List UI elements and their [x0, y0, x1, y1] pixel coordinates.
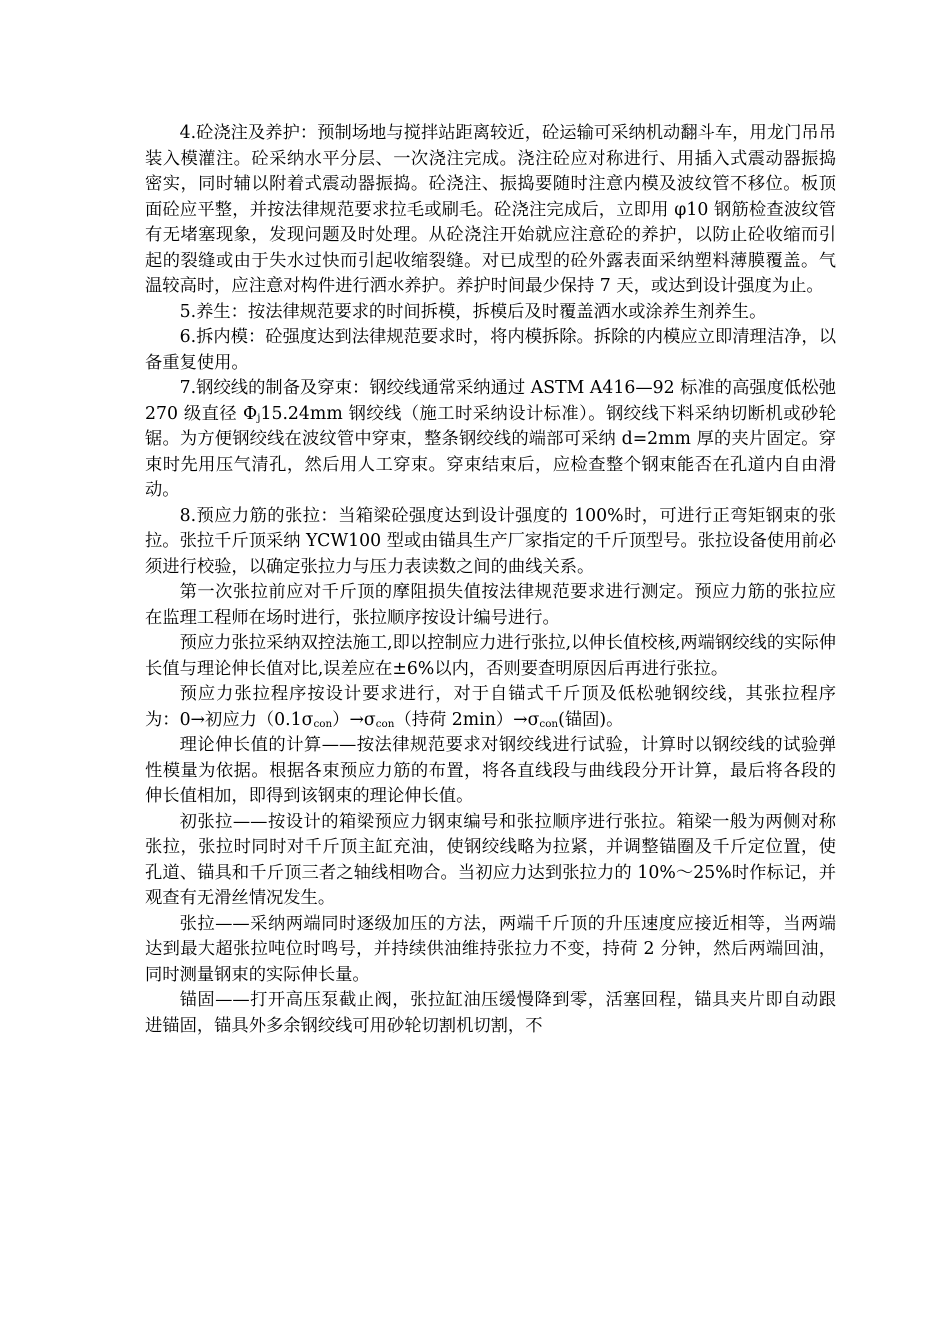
paragraph-strand-preparation	[145, 376, 836, 504]
procedure-text-1: 预应力张拉程序按设计要求进行，对于自锚式千斤顶及低松驰钢绞线，其张拉程序为：0→初应力（0.1σ	[145, 684, 836, 730]
strand-subscript: j	[257, 412, 261, 425]
strand-text-b: 15.24mm 钢绞线（施工时采纳设计标准）。钢绞线下料采纳切断机或砂轮锯。为方便钢绞线在波纹管中穿束，整条钢绞线的端部可采纳 d=2mm 厚的夹片固定。穿束时先用压气清孔，然后用人工穿束。穿束结束后，应检查整个钢束能否在孔道内自由滑动。	[145, 403, 836, 500]
paragraph-tensioning-method: 张拉——采纳两端同时逐级加压的方法，两端千斤顶的升压速度应接近相等，当两端达到最大超张拉吨位时鸣号，并持续供油维持张拉力不变，持荷 2 分钟，然后两端回油，同时测量钢束的实际伸长量。	[145, 913, 836, 985]
procedure-text-4: (锚固)。	[558, 709, 624, 730]
procedure-subscript-3: con	[539, 718, 559, 731]
paragraph-curing: 5.养生：按法律规范要求的时间拆模，拆模后及时覆盖洒水或涂养生剂养生。	[179, 301, 767, 322]
procedure-subscript-2: con	[375, 718, 395, 731]
procedure-subscript-1: con	[313, 718, 333, 731]
procedure-text-2: ）→σ	[332, 709, 376, 730]
paragraph-initial-tensioning: 初张拉——按设计的箱梁预应力钢束编号和张拉顺序进行张拉。箱梁一般为两侧对称张拉，张拉时同时对千斤顶主缸充油，使钢绞线略为拉紧，并调整锚圈及千斤定位置，使孔道、锚具和千斤顶三者之轴线相吻合。当初应力达到张拉力的 10%～25%时作标记，并观查有无滑丝情况发生。	[145, 811, 836, 908]
paragraph-anchoring: 锚固——打开高压泵截止阀，张拉缸油压缓慢降到零，活塞回程，锚具夹片即自动跟进锚固，锚具外多余钢绞线可用砂轮切割机切割，不	[145, 990, 836, 1036]
strand-text-a: 7.钢绞线的制备及穿束：钢绞线通常采纳通过 ASTM A416—92 标准的高强度低松弛 270 级直径 Φ	[145, 378, 836, 424]
paragraph-concrete-pouring: 4.砼浇注及养护：预制场地与搅拌站距离较近，砼运输可采纳机动翻斗车，用龙门吊吊装入模灌注。砼采纳水平分层、一次浇注完成。浇注砼应对称进行、用插入式震动器振捣密实，同时辅以附着式震动器振捣。砼浇注、振捣要随时注意内模及波纹管不移位。板顶面砼应平整，并按法律规范要求拉毛或刷毛。砼浇注完成后，立即用 φ10 钢筋检查波纹管有无堵塞现象，发现问题及时处理。从砼浇注开始就应注意砼的养护，以防止砼收缩而引起的裂缝或由于失水过快而引起收缩裂缝。对已成型的砼外露表面采纳塑料薄膜覆盖。气温较高时，应注意对构件进行洒水养护。养护时间最少保持 7 天，或达到设计强度为止。	[145, 123, 836, 296]
paragraph-first-tensioning: 第一次张拉前应对千斤顶的摩阻损失值按法律规范要求进行测定。预应力筋的张拉应在监理工程师在场时进行，张拉顺序按设计编号进行。	[145, 582, 836, 628]
paragraph-tensioning-procedure	[145, 682, 836, 733]
paragraph-inner-mold-removal: 6.拆内模：砼强度达到法律规范要求时，将内模拆除。拆除的内模应立即清理洁净，以备重复使用。	[145, 327, 836, 373]
paragraph-theoretical-elongation: 理论伸长值的计算——按法律规范要求对钢绞线进行试验，计算时以钢绞线的试验弹性模量为依据。根据各束预应力筋的布置，将各直线段与曲线段分开计算，最后将各段的伸长值相加，即得到该钢束的理论伸长值。	[145, 735, 836, 806]
paragraph-dual-control: 预应力张拉采纳双控法施工,即以控制应力进行张拉,以伸长值校核,两端钢绞线的实际伸长值与理论伸长值对比,误差应在±6%以内，否则要查明原因后再进行张拉。	[145, 633, 836, 679]
procedure-text-3: （持荷 2min）→σ	[394, 709, 540, 730]
document-body	[145, 121, 836, 1039]
paragraph-tensioning: 8.预应力筋的张拉：当箱梁砼强度达到设计强度的 100%时，可进行正弯矩钢束的张拉。张拉千斤顶采纳 YCW100 型或由锚具生产厂家指定的千斤顶型号。张拉设备使用前必须进行校验，以确定张拉力与压力表读数之间的曲线关系。	[145, 505, 836, 577]
